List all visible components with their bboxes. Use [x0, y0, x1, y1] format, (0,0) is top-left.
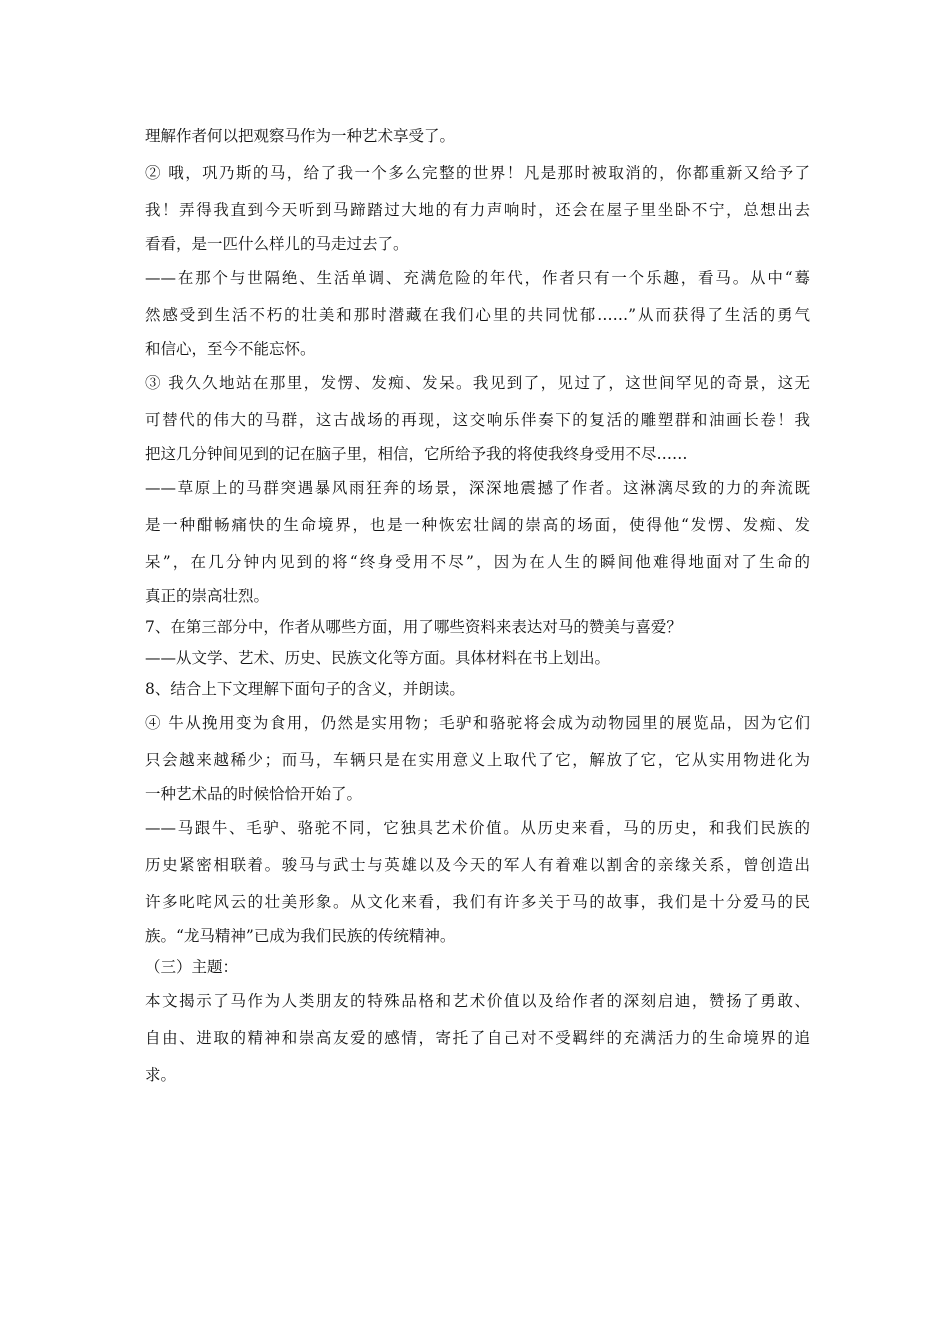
text-line: 求。	[145, 1066, 177, 1084]
text-line: 一种艺术品的时候恰恰开始了。	[145, 785, 363, 803]
text-line: 自由、进取的精神和崇高友爱的感情，寄托了自己对不受羁绊的充满活力的生命境界的追	[145, 1029, 810, 1047]
text-line: 呆”，在几分钟内见到的将“终身受用不尽”，因为在人生的瞬间他难得地面对了生命的	[145, 553, 810, 571]
text-line: 可替代的伟大的马群，这古战场的再现，这交响乐伴奏下的复活的雕塑群和油画长卷！我	[145, 411, 810, 429]
section-heading: （三）主题：	[145, 958, 239, 976]
text-line: 本文揭示了马作为人类朋友的特殊品格和艺术价值以及给作者的深刻启迪，赞扬了勇敢、	[145, 992, 810, 1010]
text-line: 我！弄得我直到今天听到马蹄踏过大地的有力声响时，还会在屋子里坐卧不宁，总想出去	[145, 201, 810, 219]
text-line: 看看，是一匹什么样儿的马走过去了。	[145, 235, 409, 253]
text-line: 许多叱咤风云的壮美形象。从文化来看，我们有许多关于马的故事，我们是十分爱马的民	[145, 893, 810, 911]
text-line: ③ 我久久地站在那里，发愣、发痴、发呆。我见到了，见过了，这世间罕见的奇景，这无	[145, 374, 810, 392]
text-line: ——马跟牛、毛驴、骆驼不同，它独具艺术价值。从历史来看，马的历史，和我们民族的	[145, 819, 810, 837]
text-line: ④ 牛从挽用变为食用，仍然是实用物；毛驴和骆驼将会成为动物园里的展览品，因为它们	[145, 714, 810, 732]
text-line: 真正的崇高壮烈。	[145, 587, 270, 605]
text-line: 族。“龙马精神”已成为我们民族的传统精神。	[145, 927, 456, 945]
text-line: 是一种酣畅痛快的生命境界，也是一种恢宏壮阔的崇高的场面，使得他“发愣、发痴、发	[145, 516, 810, 534]
question-line: 8、结合上下文理解下面句子的含义，并朗读。	[145, 680, 465, 698]
document-body	[145, 118, 810, 1094]
text-line: ——草原上的马群突遇暴风雨狂奔的场景，深深地震撼了作者。这淋漓尽致的力的奔流既	[145, 479, 810, 497]
text-line: 和信心，至今不能忘怀。	[145, 340, 316, 358]
text-line: ——从文学、艺术、历史、民族文化等方面。具体材料在书上划出。	[145, 649, 611, 667]
text-line: ② 哦，巩乃斯的马，给了我一个多么完整的世界！凡是那时被取消的，你都重新又给予了	[145, 164, 810, 182]
text-line: ——在那个与世隔绝、生活单调、充满危险的年代，作者只有一个乐趣，看马。从中“蓦	[145, 269, 810, 287]
question-line: 7、在第三部分中，作者从哪些方面，用了哪些资料来表达对马的赞美与喜爱？	[145, 618, 682, 636]
text-line: 把这几分钟间见到的记在脑子里，相信，它所给予我的将使我终身受用不尽……	[145, 445, 688, 463]
text-line: 只会越来越稀少；而马，车辆只是在实用意义上取代了它，解放了它，它从实用物进化为	[145, 751, 810, 769]
text-line: 历史紧密相联着。骏马与武士与英雄以及今天的军人有着难以割舍的亲缘关系，曾创造出	[145, 856, 810, 874]
text-line: 然感受到生活不朽的壮美和那时潜藏在我们心里的共同忧郁……”从而获得了生活的勇气	[145, 306, 810, 324]
text-line: 理解作者何以把观察马作为一种艺术享受了。	[145, 127, 456, 145]
